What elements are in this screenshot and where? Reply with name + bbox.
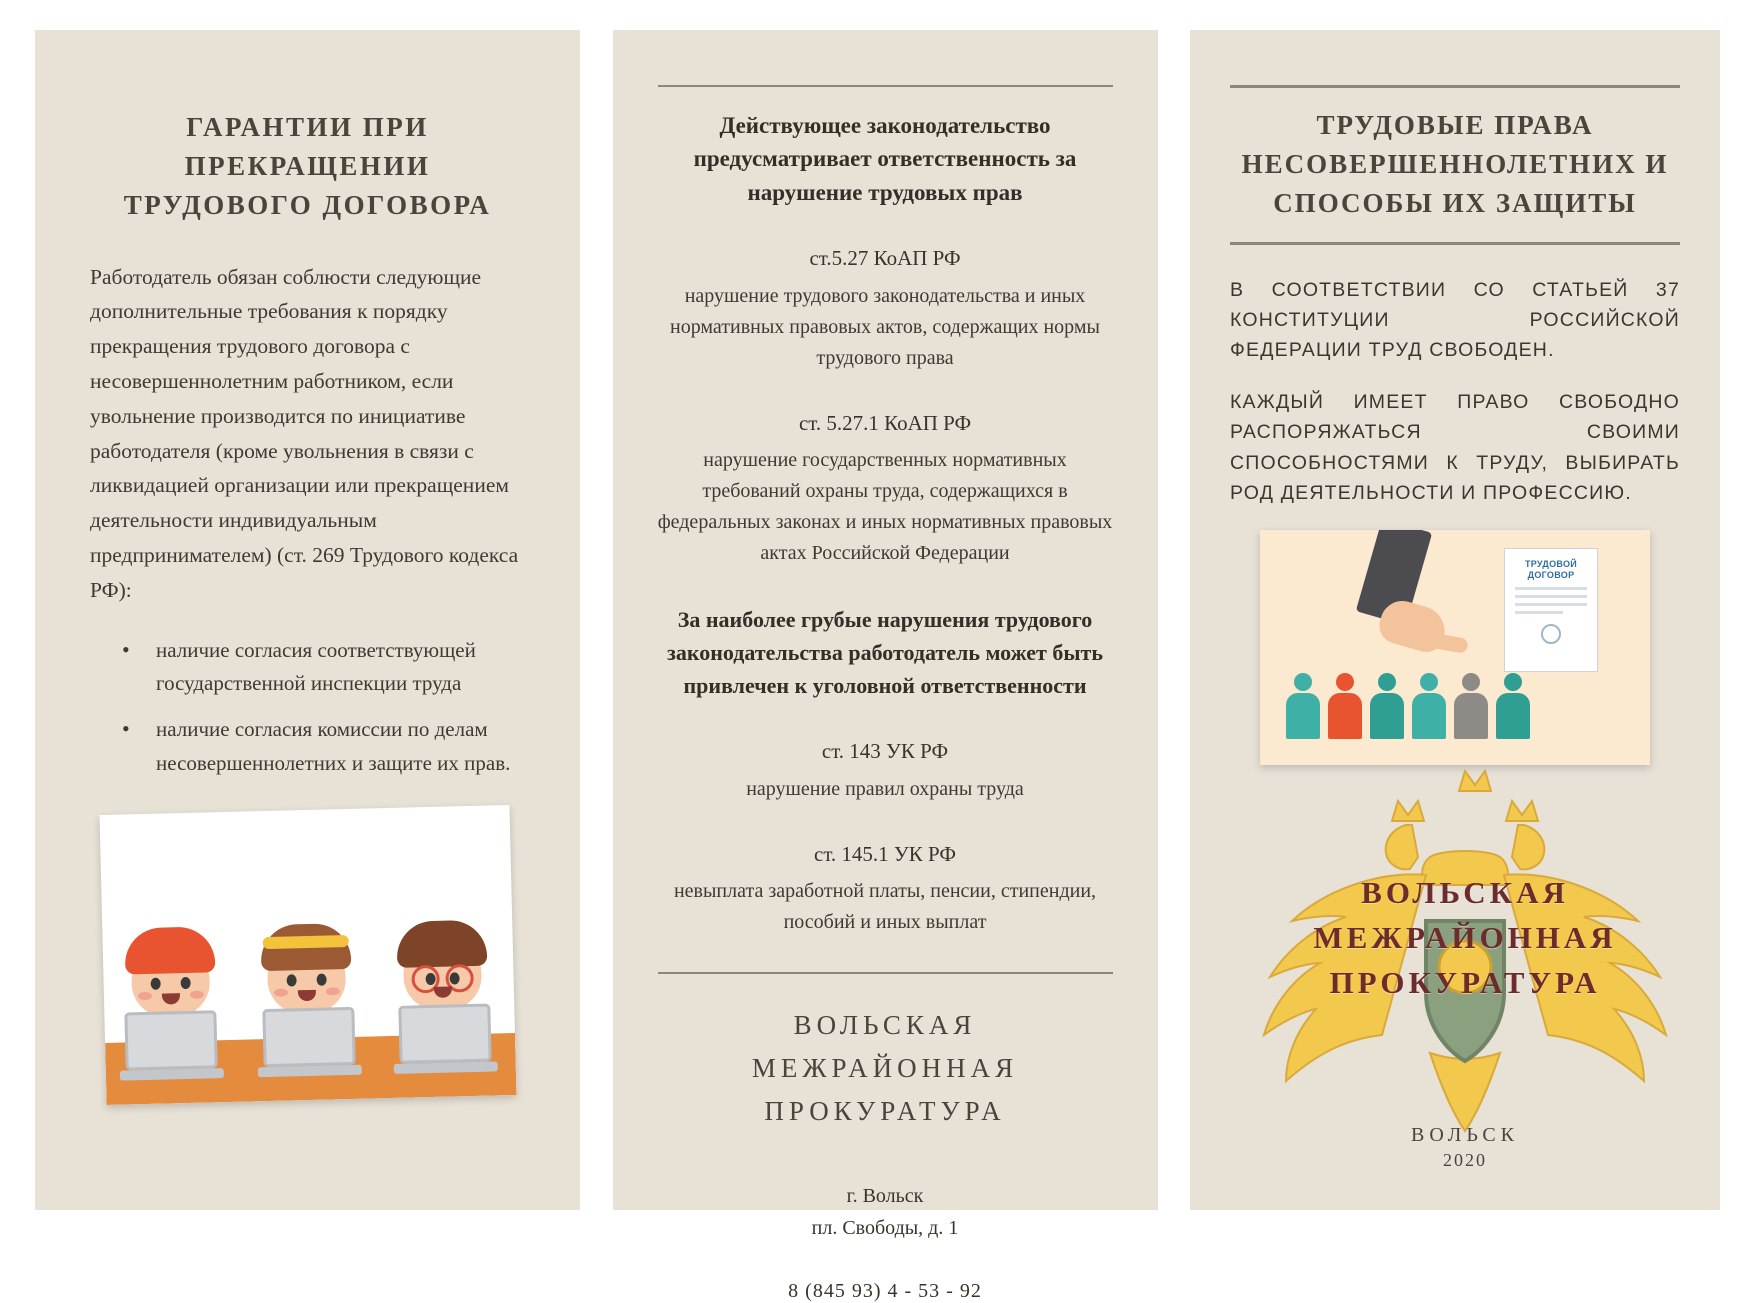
address-block xyxy=(658,1180,1113,1244)
contract-document xyxy=(1504,548,1598,672)
middle-panel-subheading: За наиболее грубые нарушения трудового законодательства работодатель может быть привлечен к уголовной ответственности xyxy=(667,607,1103,699)
article-description: нарушение трудового законодательства и иных нормативных правовых актов, содержащих нормы трудового права xyxy=(670,284,1100,369)
left-panel-body xyxy=(90,260,525,781)
address-street: пл. Свободы, д. 1 xyxy=(811,1216,959,1239)
laptop-3 xyxy=(392,1004,497,1069)
emblem-city: ВОЛЬСК xyxy=(1410,1124,1520,1147)
freedom-of-labour-paragraph: КАЖДЫЙ ИМЕЕТ ПРАВО СВОБОДНО РАСПОРЯЖАТЬСЯ СВОИМИ СПОСОБНОСТЯМИ К ТРУДУ, ВЫБИРАТЬ РОД ДЕЯТЕЛЬНОСТИ И ПРОФЕССИЮ. xyxy=(1230,391,1680,504)
article-code: ст.5.27 КоАП РФ xyxy=(809,246,961,271)
divider-top xyxy=(1230,85,1680,88)
emblem-year: 2020 xyxy=(1443,1150,1487,1171)
contract-document-label: ТРУДОВОЙ ДОГОВОР xyxy=(1524,559,1578,581)
people-group xyxy=(1286,673,1530,739)
constitution-paragraph: В СООТВЕТСТВИИ СО СТАТЬЕЙ 37 КОНСТИТУЦИИ РОССИЙСКОЙ ФЕДЕРАЦИИ ТРУД СВОБОДЕН. xyxy=(1230,278,1680,362)
right-panel-title: ТРУДОВЫЕ ПРАВА НЕСОВЕРШЕННОЛЕТНИХ И СПОСОБЫ ИХ ЗАЩИТЫ xyxy=(1241,110,1669,219)
emblem-organization-name: ВОЛЬСКАЯ МЕЖРАЙОННАЯ ПРОКУРАТУРА xyxy=(1313,875,1617,1000)
person-figure xyxy=(1412,673,1446,739)
panel-left xyxy=(35,30,580,1210)
person-figure xyxy=(1286,673,1320,739)
middle-panel-heading: Действующее законодательство предусматривает ответственность за нарушение трудовых прав xyxy=(693,113,1077,205)
address-city: г. Вольск xyxy=(846,1184,924,1207)
left-panel-paragraph: Работодатель обязан соблюсти следующие дополнительные требования к порядку прекращения трудового договора с несовершеннолетним работником, если увольнение производится по инициативе работодателя (кроме увольнения в связи с ликвидацией организации или прекращением деятельности индивидуальным предпринимателем) (ст. 269 Трудового кодекса РФ): xyxy=(90,264,519,602)
divider-top xyxy=(658,85,1113,87)
divider-under-title xyxy=(1230,242,1680,245)
person-figure xyxy=(1454,673,1488,739)
prosecutor-emblem xyxy=(1230,753,1700,1173)
left-panel-title: ГАРАНТИИ ПРИ ПРЕКРАЩЕНИИ ТРУДОВОГО ДОГОВОРА xyxy=(123,112,492,221)
divider-bottom xyxy=(658,972,1113,974)
right-panel-body xyxy=(1230,275,1680,509)
laptop-1 xyxy=(118,1010,223,1075)
panel-middle xyxy=(613,30,1158,1302)
organization-name: ВОЛЬСКАЯ МЕЖРАЙОННАЯ ПРОКУРАТУРА xyxy=(751,1010,1019,1127)
article-description: нарушение государственных нормативных требований охраны труда, содержащихся в федеральных законах и иных нормативных правовых актах Российской Федерации xyxy=(657,449,1113,565)
article-description: нарушение правил охраны труда xyxy=(746,777,1024,800)
left-panel-bullet-list xyxy=(90,634,525,780)
article-description: невыплата заработной платы, пенсии, стипендии, пособий и иных выплат xyxy=(673,880,1097,934)
laptop-2 xyxy=(256,1007,361,1072)
person-figure xyxy=(1328,673,1362,739)
article-code: ст. 5.27.1 КоАП РФ xyxy=(798,410,972,435)
article-code: ст. 145.1 УК РФ xyxy=(814,841,956,866)
phone-number: 8 (845 93) 4 - 53 - 92 xyxy=(788,1279,982,1302)
person-figure xyxy=(1370,673,1404,739)
list-item: • наличие согласия соответствующей государственной инспекции труда xyxy=(116,634,525,701)
panel-right xyxy=(1190,30,1720,1210)
person-figure xyxy=(1496,673,1530,739)
list-item: • наличие согласия комиссии по делам несовершеннолетних и защите их прав. xyxy=(116,713,525,780)
kids-illustration xyxy=(99,805,516,1105)
article-code: ст. 143 УК РФ xyxy=(821,739,949,764)
seal-icon xyxy=(1541,624,1561,644)
labour-contract-illustration xyxy=(1260,530,1650,765)
